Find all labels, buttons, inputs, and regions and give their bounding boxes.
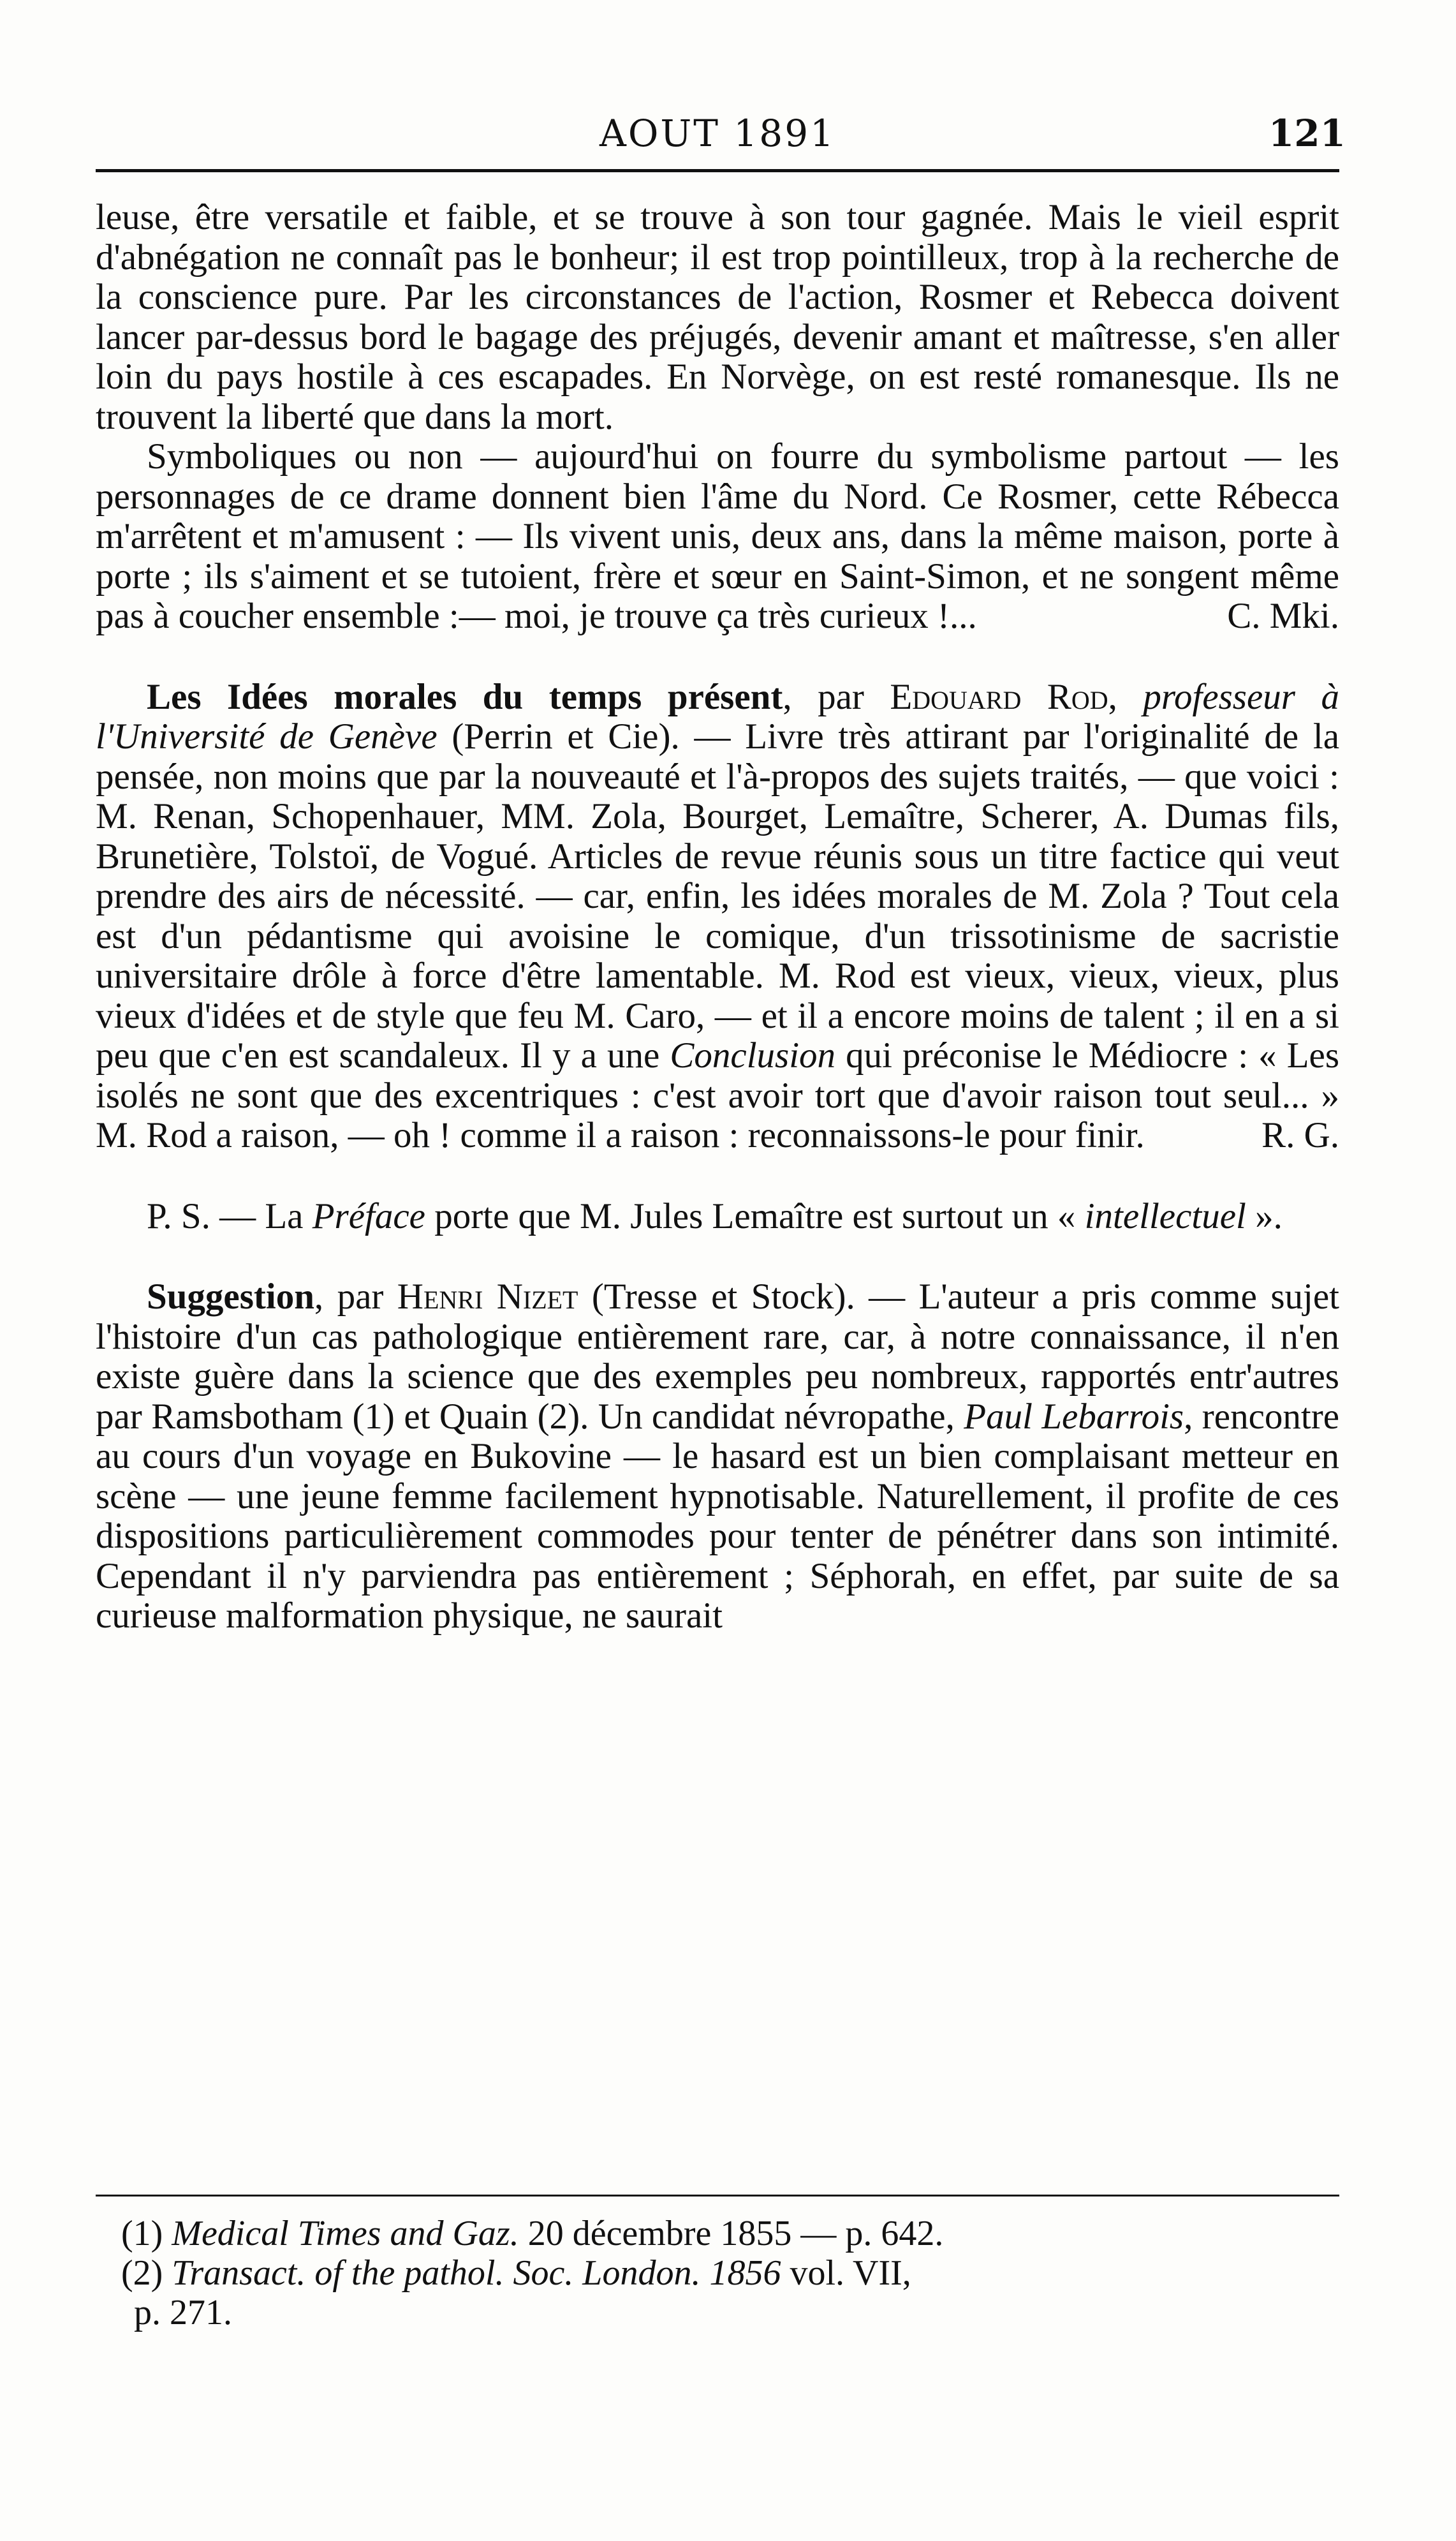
review-comma: , bbox=[1108, 676, 1117, 717]
signature-r-g: R. G. bbox=[1261, 1115, 1339, 1155]
review-suggestion bbox=[96, 1277, 1339, 1636]
review-idees-text-end: qui préconise le Médiocre : « Les isolés ne sont que des excentriques : c'est avoir tort que d'avoir raison tout seul... » M. Rod a raison, — oh ! comme il a raison : reconnaissons-le pour finir. bbox=[96, 1035, 1340, 1155]
footnote-rule bbox=[96, 2195, 1339, 2197]
footnote-1 bbox=[96, 2214, 1339, 2253]
author-henri-nizet: Henri Nizet bbox=[397, 1277, 578, 1317]
preface-italic: Préface bbox=[312, 1196, 425, 1236]
postscript-lead: P. S. — La bbox=[147, 1196, 313, 1236]
footnote-2-source: Transact. of the pathol. Soc. London. bbox=[172, 2253, 701, 2293]
footnote-1-detail: 20 décembre 1855 — p. 642. bbox=[518, 2214, 944, 2253]
footnote-2-detail: vol. VII, bbox=[781, 2253, 911, 2293]
signature-c-mki: C. Mki. bbox=[1227, 596, 1339, 636]
review-suggestion-text-end: , rencontre au cours d'un voyage en Bukovine — le hasard est un bien complaisant metteur en scène — une jeune femme facilement hypnotisable. Naturellement, il profite de ces dispositions particulièrement commodes pour tenter de pénétrer dans son intimité. Cependant il n'y parviendra pas entièrement ; Séphorah, en effet, par suite de sa curieuse malformation physique, ne saurait bbox=[96, 1396, 1340, 1636]
footnote-2 bbox=[96, 2253, 1339, 2293]
paragraph-symboliques-text: Symboliques ou non — aujourd'hui on fourre du symbolisme partout — les personnages de ce drame donnent bien l'âme du Nord. Ce Rosmer, cette Rébecca m'arrêtent et m'amusent : — Ils vivent unis, deux ans, dans la même maison, porte à porte ; ils s'aiment et se tutoient, frère et sœur en Saint-Simon, et ne songent même pas à coucher ensemble :— moi, je trouve ça très curieux !... bbox=[96, 436, 1339, 636]
footnotes bbox=[96, 2214, 1339, 2332]
header-rule bbox=[96, 169, 1339, 172]
author-role: professeur à l'Université de Genève bbox=[96, 676, 1339, 757]
paragraph-symboliques bbox=[96, 437, 1339, 637]
paragraph-rosmer-continued: leuse, être versatile et faible, et se trouve à son tour gagnée. Mais le vieil esprit d'abnégation ne connaît pas le bonheur; il est trop pointilleux, trop à la recherche de la conscience pure. Par les circonstances de l'action, Rosmer et Rebecca doivent lancer par-dessus bord le bagage des préjugés, devenir amant et maîtresse, s'en aller loin du pays hostile à ces escapades. En Norvège, on est resté romanesque. Ils ne trouvent la liberté que dans la mort. bbox=[96, 197, 1339, 437]
review-idees-morales bbox=[96, 678, 1339, 1156]
postscript-mid: porte que M. Jules Lemaître est surtout un « bbox=[425, 1196, 1085, 1236]
review-idees-text: (Perrin et Cie). — Livre très attirant par l'originalité de la pensée, non moins que par la nouveauté et l'à-propos des sujets traités, — que voici : M. Renan, Schopenhauer, MM. Zola, Bourget, Lemaître, Scherer, A. Dumas fils, Brunetière, Tolstoï, de Vogué. Articles de revue réunis sous un titre factice qui veut prendre des airs de nécessité. — car, enfin, les idées morales de M. Zola ? Tout cela est d'un pédantisme qui avoisine le comique, d'un trissotinisme de sacristie universitaire drôle à force d'être lamentable. M. Rod est vieux, vieux, vieux, plus vieux d'idées et de style que feu M. Caro, — et il a encore moins de talent ; il en a si peu que c'en est scandaleux. Il y a une bbox=[96, 716, 1340, 1076]
footnote-2-number: (2) bbox=[121, 2253, 163, 2293]
page-number: 121 bbox=[1268, 112, 1346, 155]
footnote-1-source: Medical Times and Gaz. bbox=[172, 2214, 519, 2253]
conclusion-italic: Conclusion bbox=[670, 1035, 836, 1076]
postscript-end: ». bbox=[1246, 1196, 1283, 1236]
running-head bbox=[89, 96, 1346, 166]
footnote-2-continuation: p. 271. bbox=[134, 2293, 232, 2332]
review-suggestion-text: (Tresse et Stock). — L'auteur a pris comme sujet l'histoire d'un cas pathologique entièrement rare, car, à notre connaissance, il n'en existe guère dans la science que des exemples peu nombreux, rapportés entr'autres par Ramsbotham (1) et Quain (2). Un candidat névropathe, bbox=[96, 1277, 1339, 1437]
character-paul-lebarrois: Paul Lebarrois bbox=[964, 1396, 1184, 1437]
author-edouard-rod: Edouard Rod bbox=[890, 676, 1108, 717]
intellectuel-italic: intellectuel bbox=[1084, 1196, 1246, 1236]
review-by: , par bbox=[783, 676, 890, 717]
book-title-idees-morales: Les Idées morales du temps présent bbox=[147, 676, 783, 717]
suggestion-by: , par bbox=[314, 1277, 397, 1317]
book-title-suggestion: Suggestion bbox=[147, 1277, 314, 1317]
footnote-1-number: (1) bbox=[121, 2214, 163, 2253]
running-title: AOUT 1891 bbox=[599, 112, 836, 155]
main-text bbox=[96, 198, 1339, 1636]
footnote-2-year: 1856 bbox=[709, 2253, 781, 2293]
postscript bbox=[96, 1197, 1339, 1237]
